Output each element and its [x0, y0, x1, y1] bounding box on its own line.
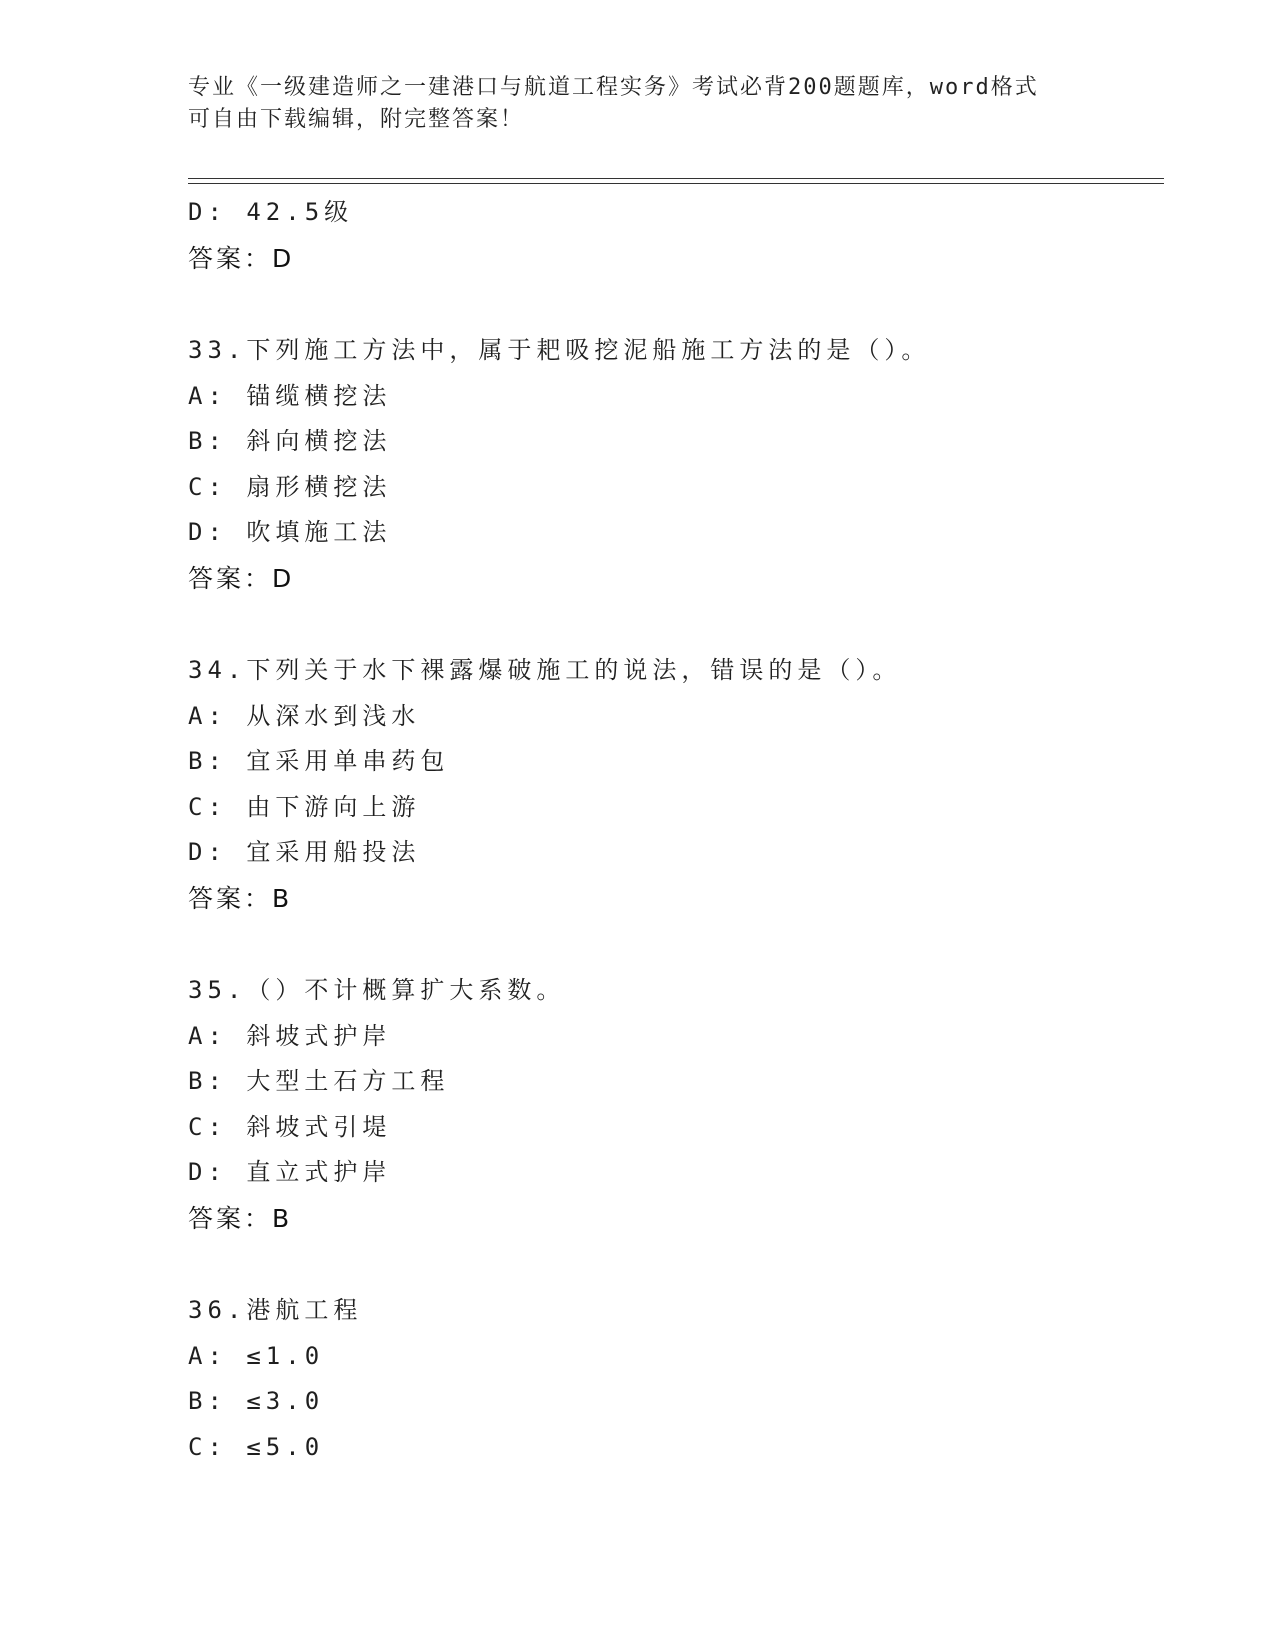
option-b: B: 大型土石方工程: [188, 1067, 450, 1095]
header-line-1: 专业《一级建造师之一建港口与航道工程实务》考试必背200题题库，word格式: [188, 75, 1039, 100]
question-list: [188, 190, 1164, 1470]
option-a: A: 斜坡式护岸: [188, 1021, 392, 1050]
question-33: [188, 328, 1164, 601]
option-d: D: 直立式护岸: [188, 1158, 392, 1186]
question-text: 35.（）不计概算扩大系数。: [188, 976, 566, 1004]
option-a: A: ≤1.0: [188, 1341, 325, 1370]
option-a: A: 锚缆横挖法: [188, 381, 392, 410]
option-d: D: 吹填施工法: [188, 518, 392, 546]
header-line-2: 可自由下载编辑，附完整答案！: [188, 107, 525, 132]
question-text: 36.港航工程: [188, 1296, 363, 1324]
option-d: D: 42.5级: [188, 198, 354, 226]
option-c: C: 扇形横挖法: [188, 472, 392, 501]
question-35: [188, 968, 1164, 1241]
header-divider-bottom: [188, 183, 1164, 184]
option-a: A: 从深水到浅水: [188, 701, 421, 730]
previous-question-tail: [188, 190, 1164, 281]
header-divider-top: [188, 178, 1164, 179]
question-36: [188, 1288, 1164, 1470]
option-c: C: 斜坡式引堤: [188, 1112, 392, 1141]
option-c: C: ≤5.0: [188, 1432, 325, 1461]
question-text: 34.下列关于水下裸露爆破施工的说法，错误的是（）。: [188, 656, 902, 684]
document-header: [188, 72, 1088, 136]
question-text: 33.下列施工方法中，属于耙吸挖泥船施工方法的是（）。: [188, 336, 931, 364]
option-d: D: 宜采用船投法: [188, 838, 421, 866]
option-b: B: 宜采用单串药包: [188, 747, 450, 775]
option-c: C: 由下游向上游: [188, 792, 421, 821]
answer: 答案：B: [188, 883, 293, 913]
question-34: [188, 648, 1164, 921]
answer: 答案：D: [188, 243, 295, 273]
answer: 答案：B: [188, 1203, 293, 1233]
option-b: B: ≤3.0: [188, 1387, 325, 1415]
option-b: B: 斜向横挖法: [188, 427, 392, 455]
answer: 答案：D: [188, 563, 295, 593]
